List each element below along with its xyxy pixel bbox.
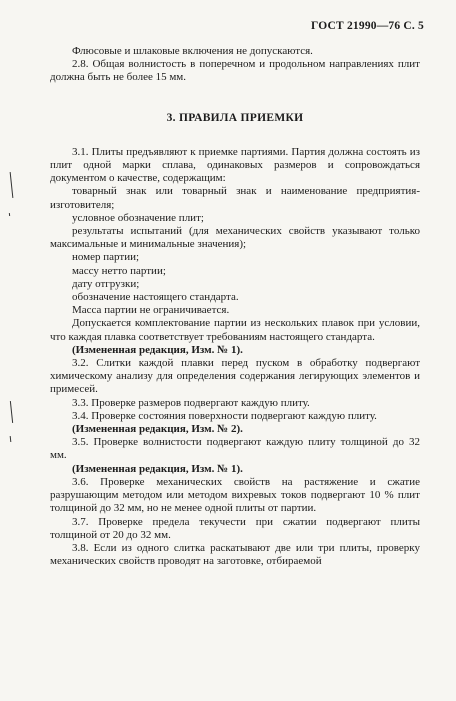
paragraph: Масса партии не ограничивается. [72, 304, 230, 317]
list-item: номер партии; [72, 251, 140, 264]
amendment-note: (Измененная редакция, Изм. № 2). [72, 423, 243, 436]
amendment-note: (Измененная редакция, Изм. № 1). [72, 343, 243, 356]
list-item: массу нетто партии; [72, 264, 166, 277]
paragraph: 3.1. Плиты предъявляют к приемке партиями. Партия должна состоять из плит одной марки сплава, одинаковых размеров и сопровождаться документом о качестве, содержащим: [50, 145, 420, 185]
paragraph: 3.6. Проверке механических свойств на растяжение и сжатие разрушающим методом или методом вихревых токов подвергают 10 % плит толщиной до 32 мм, но не менее одной плиты от партии. [50, 475, 420, 515]
document-body [50, 45, 420, 568]
margin-mark [10, 172, 14, 198]
margin-mark [9, 213, 10, 216]
section-title: 3. ПРАВИЛА ПРИЕМКИ [166, 111, 304, 124]
list-item: дату отгрузки; [72, 277, 140, 290]
margin-mark [10, 436, 12, 442]
paragraph: 3.3. Проверке размеров подвергают каждую плиту. [72, 396, 310, 409]
paragraph: 3.8. Если из одного слитка раскатывают две или три плиты, проверку механических свойств проводят на заготовке, отбираемой [50, 541, 420, 568]
paragraph: Флюсовые и шлаковые включения не допускаются. [72, 45, 313, 57]
list-item: условное обозначение плит; [72, 211, 204, 224]
list-item: результаты испытаний (для механических свойств указывают только максимальные и минимальные значения); [50, 225, 420, 251]
amendment-note: (Измененная редакция, Изм. № 1). [72, 462, 243, 475]
paragraph: 3.4. Проверке состояния поверхности подвергают каждую плиту. [72, 409, 377, 422]
page-header: ГОСТ 21990—76 С. 5 [311, 20, 424, 32]
paragraph: 2.8. Общая волнистость в поперечном и продольном направлениях плит должна быть не более 15 мм. [50, 58, 420, 84]
paragraph: 3.2. Слитки каждой плавки перед пуском в обработку подвергают химическому анализу для определения содержания легирующих элементов и примесей. [50, 357, 420, 396]
margin-mark [10, 401, 13, 423]
paragraph: 3.7. Проверке предела текучести при сжатии подвергают плиты толщиной от 20 до 32 мм. [50, 515, 420, 541]
list-item: товарный знак или товарный знак и наименование предприятия-изготовителя; [50, 185, 420, 211]
paragraph: Допускается комплектование партии из нескольких плавок при условии, что каждая плавка соответствует требованиям настоящего стандарта. [50, 317, 420, 343]
list-item: обозначение настоящего стандарта. [72, 291, 239, 304]
paragraph: 3.5. Проверке волнистости подвергают каждую плиту толщиной до 32 мм. [50, 436, 420, 462]
